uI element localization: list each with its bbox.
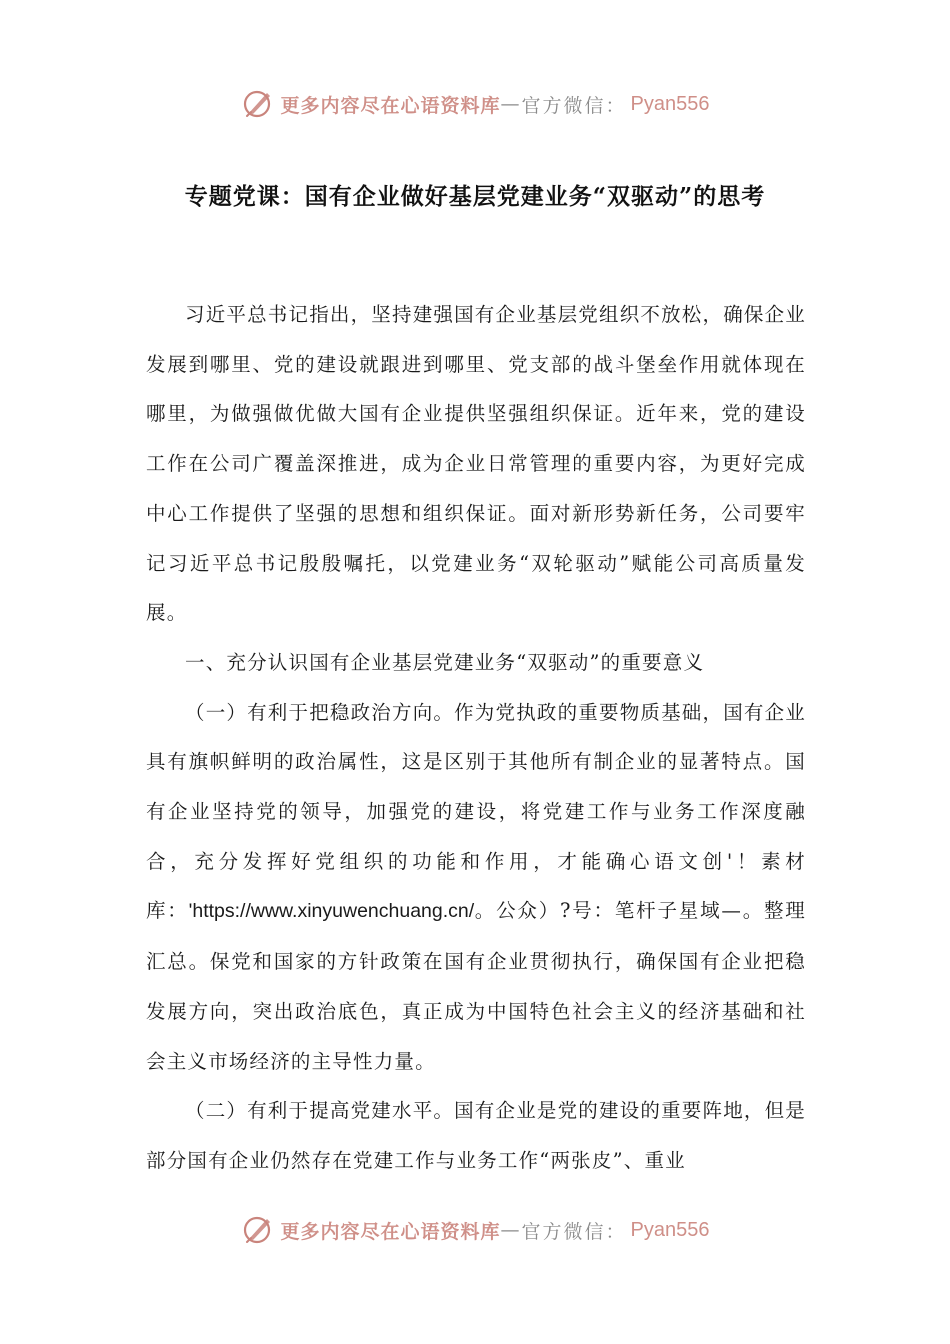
paragraph-text: （一）有利于把稳政治方向。作为党执政的重要物质基础，国有企业具有旗帜鲜明的政治属性，这是区别于其他所有制企业的显著特点。国有企业坚持党的领导，加强党的建设，将党建工作与业务工作深度融合，充分发挥好党组织的功能和作用，才能确心语文创'！素材库：	[146, 700, 807, 923]
paragraph-political-direction	[146, 688, 806, 1087]
document-title: 专题党课：国有企业做好基层党建业务“双驱动”的思考	[184, 183, 766, 210]
watermark-account: Pyan556	[630, 92, 710, 115]
quill-logo-icon	[241, 87, 275, 121]
document-body	[146, 290, 806, 1186]
source-url: 'https://www.xinyuwenchuang.cn/	[188, 900, 475, 923]
paragraph-intro: 习近平总书记指出，坚持建强国有企业基层党组织不放松，确保企业发展到哪里、党的建设就跟进到哪里、党支部的战斗堡垒作用就体现在哪里，为做强做优做大国有企业提供坚强组织保证。近年来，党的建设工作在公司广覆盖深推进，成为企业日常管理的重要内容，为更好完成中心工作提供了坚强的思想和组织保证。面对新形势新任务，公司要牢记习近平总书记殷殷嘱托，以党建业务“双轮驱动”赋能公司高质量发展。	[146, 303, 807, 625]
paragraph-text: 。公众）?号：笔杆子星域—。整理汇总。保党和国家的方针政策在国有企业贯彻执行，确保国有企业把稳发展方向，突出政治底色，真正成为中国特色社会主义的经济基础和社会主义市场经济的主导性力量。	[146, 899, 807, 1073]
paragraph-party-building: （二）有利于提高党建水平。国有企业是党的建设的重要阵地，但是部分国有企业仍然存在党建工作与业务工作“两张皮”、重业	[146, 1099, 807, 1172]
header-watermark	[0, 82, 950, 126]
watermark-brand: 更多内容尽在心语资料库	[280, 1220, 501, 1243]
watermark-wechat-label: 官方微信：	[521, 1220, 627, 1243]
watermark-brand: 更多内容尽在心语资料库	[280, 94, 501, 117]
section-heading-1: 一、充分认识国有企业基层党建业务“双驱动”的重要意义	[185, 650, 705, 674]
watermark-wechat-label: 官方微信：	[521, 94, 627, 117]
watermark-dash: —	[500, 1219, 522, 1241]
watermark-account: Pyan556	[630, 1218, 710, 1241]
footer-watermark	[0, 1208, 950, 1252]
quill-logo-icon	[241, 1213, 275, 1247]
watermark-dash: —	[500, 93, 522, 115]
